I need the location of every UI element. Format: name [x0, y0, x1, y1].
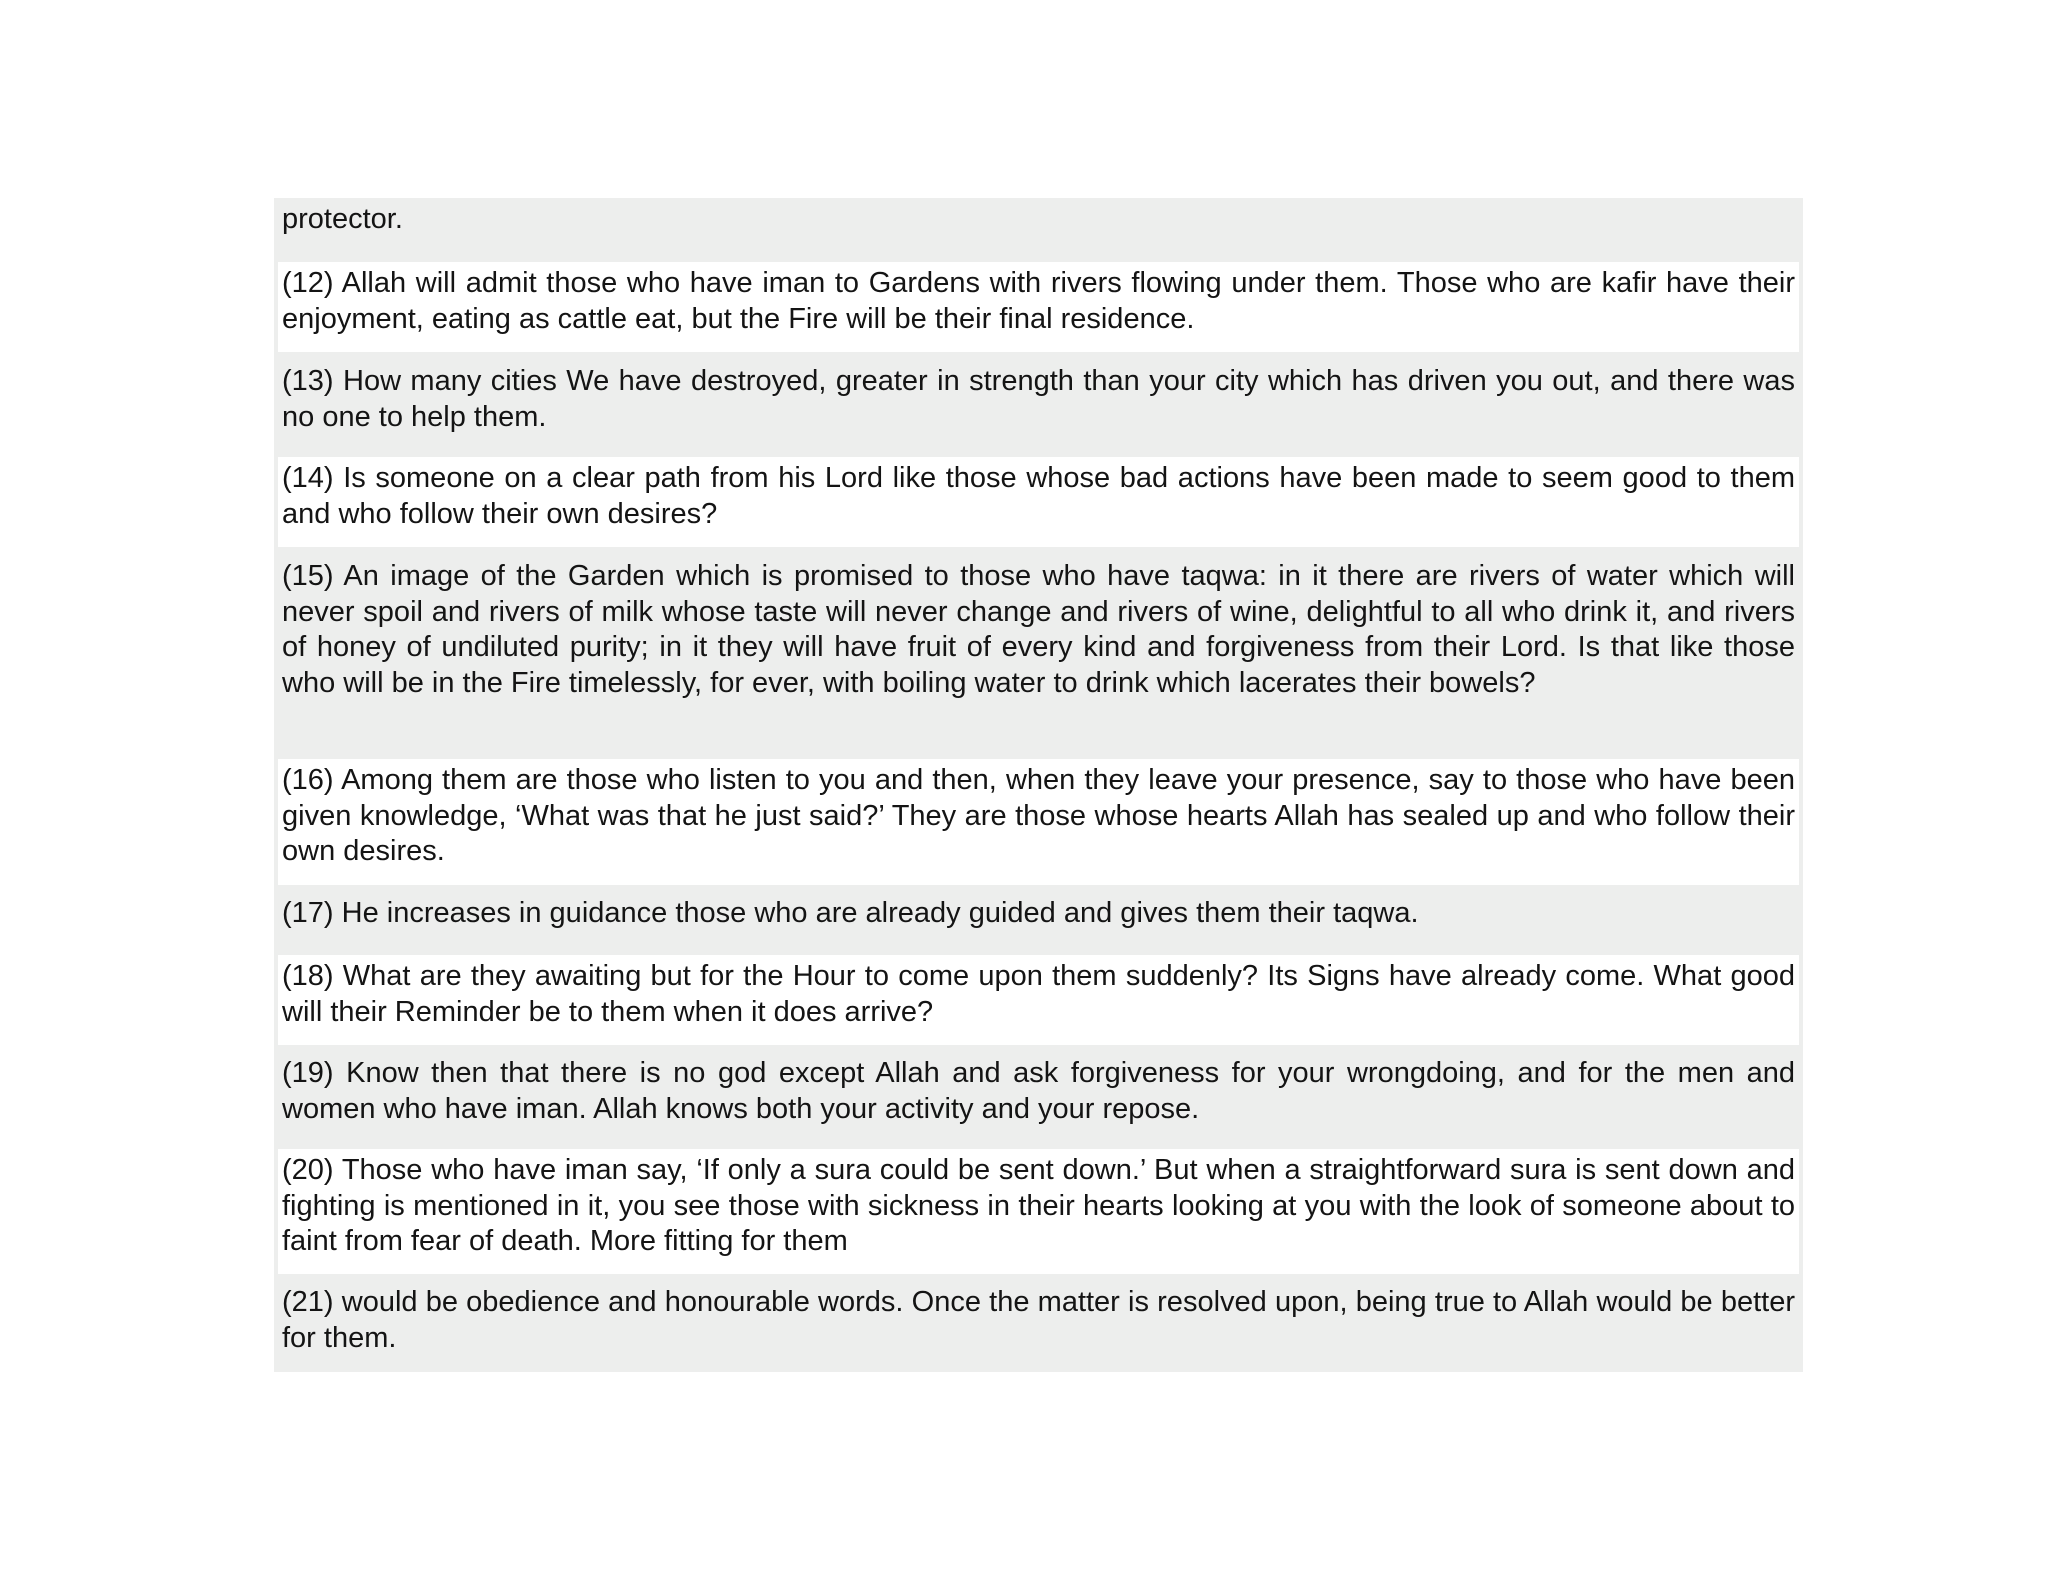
verse-text: (15) An image of the Garden which is promised to those who have taqwa: in it there are rivers of water which will never spoil and rivers of milk whose taste will never change and rivers of wine, delightful to all who drink it, and rivers of honey of undiluted purity; in it they will have fruit of every kind and forgiveness from their Lord. Is that like those who will be in the Fire timelessly, for ever, with boiling water to drink which lacerates their bowels? — [282, 560, 1795, 699]
verse-row — [278, 198, 1799, 254]
verse-row — [278, 1149, 1799, 1274]
verse-text: (13) How many cities We have destroyed, greater in strength than your city which has driven you out, and there was no one to help them. — [282, 365, 1795, 433]
verse-text: (20) Those who have iman say, ‘If only a sura could be sent down.’ But when a straightforward sura is sent down and fighting is mentioned in it, you see those with sickness in their hearts looking at you with the look of someone about to faint from fear of death. More fitting for them — [282, 1154, 1795, 1258]
verse-table — [274, 198, 1803, 1372]
verse-row — [278, 360, 1799, 450]
verse-row — [278, 892, 1799, 948]
verse-row — [278, 457, 1799, 547]
verse-text: (18) What are they awaiting but for the Hour to come upon them suddenly? Its Signs have already come. What good will their Reminder be to them when it does arrive? — [282, 960, 1795, 1028]
verse-text: (17) He increases in guidance those who are already guided and gives them their taqwa. — [282, 897, 1419, 929]
verse-row — [278, 262, 1799, 352]
verse-row — [278, 1052, 1799, 1142]
verse-text: (19) Know then that there is no god except Allah and ask forgiveness for your wrongdoing, and for the men and women who have iman. Allah knows both your activity and your repose. — [282, 1057, 1795, 1125]
verse-row — [278, 555, 1799, 752]
verse-text: (21) would be obedience and honourable words. Once the matter is resolved upon, being true to Allah would be better for them. — [282, 1286, 1795, 1354]
verse-row — [278, 955, 1799, 1045]
verse-row — [278, 1281, 1799, 1369]
verse-row — [278, 759, 1799, 885]
verse-text: (16) Among them are those who listen to you and then, when they leave your presence, say to those who have been given knowledge, ‘What was that he just said?’ They are those whose hearts Allah has sealed up and who follow their own desires. — [282, 764, 1795, 868]
verse-text: protector. — [282, 203, 403, 235]
verse-text: (12) Allah will admit those who have iman to Gardens with rivers flowing under them. Those who are kafir have their enjoyment, eating as cattle eat, but the Fire will be their final residence. — [282, 267, 1795, 335]
verse-text: (14) Is someone on a clear path from his Lord like those whose bad actions have been made to seem good to them and who follow their own desires? — [282, 462, 1795, 530]
